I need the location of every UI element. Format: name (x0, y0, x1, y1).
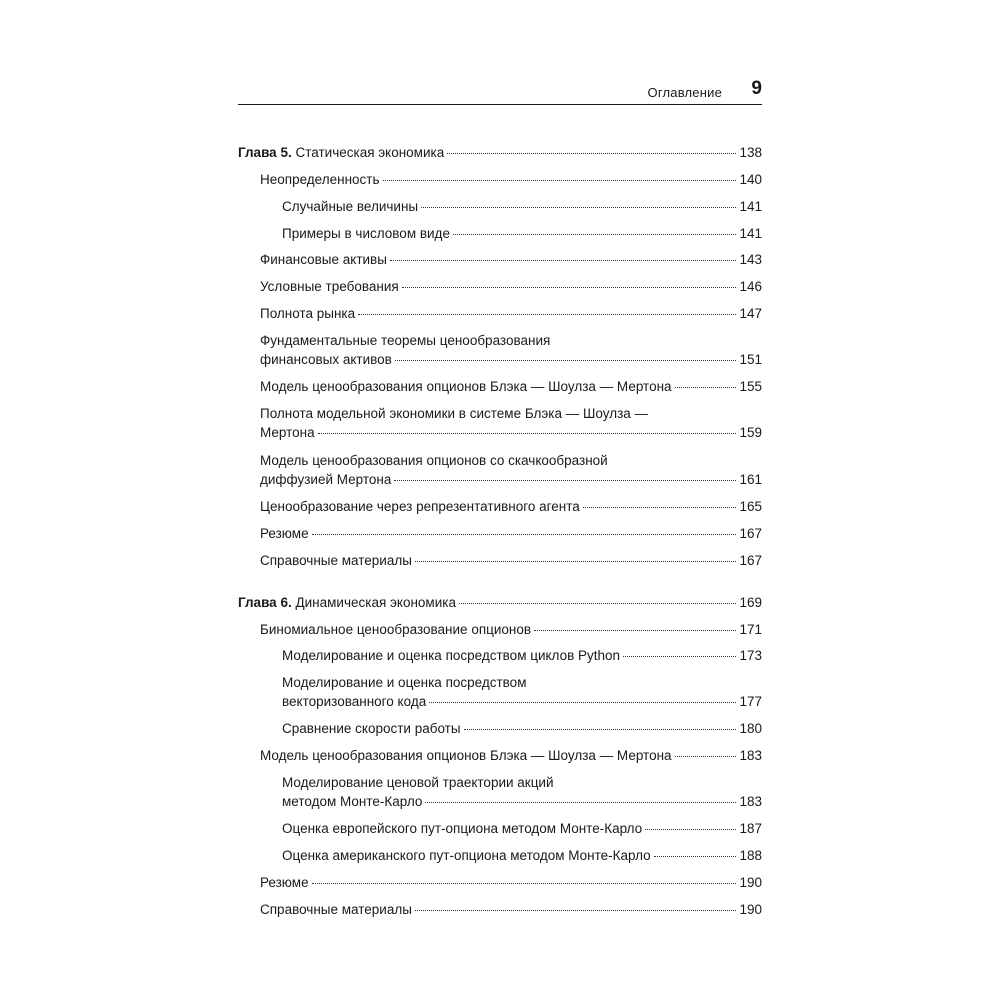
toc-page-number: 141 (739, 199, 762, 214)
toc-item-title: Неопределенность (260, 172, 380, 187)
dot-leader (415, 561, 737, 562)
dot-leader (402, 287, 737, 288)
page-number: 9 (751, 78, 762, 99)
dot-leader (623, 656, 736, 657)
toc-page-number: 143 (739, 252, 762, 267)
running-header-title: Оглавление (647, 85, 722, 100)
dot-leader (447, 153, 736, 154)
dot-leader (654, 856, 737, 857)
toc-item[interactable] (238, 551, 762, 570)
dot-leader (395, 360, 737, 361)
toc-item[interactable] (238, 773, 762, 811)
dot-leader (390, 260, 737, 261)
running-header (238, 76, 762, 104)
toc-item[interactable] (238, 404, 762, 442)
toc-item[interactable] (238, 646, 762, 665)
toc-page-number: 187 (739, 821, 762, 836)
toc-page-number: 190 (739, 902, 762, 917)
chapter-label: Глава 5. (238, 145, 292, 160)
dot-leader (459, 603, 737, 604)
toc-item[interactable] (238, 620, 762, 639)
toc-item[interactable] (238, 377, 762, 396)
toc-page-number: 140 (739, 172, 762, 187)
toc-item-title: Ценообразование через репрезентативного агента (260, 499, 580, 514)
toc-item-title: Резюме (260, 526, 309, 541)
toc-item-title: Условные требования (260, 279, 399, 294)
toc-chapter-6[interactable] (238, 593, 762, 612)
chapter-label: Глава 6. (238, 595, 292, 610)
toc-item[interactable] (238, 277, 762, 296)
toc-item-title: финансовых активов (260, 352, 392, 367)
toc-page-number: 159 (739, 425, 762, 440)
toc-page-number: 138 (739, 145, 762, 160)
toc-item[interactable] (238, 719, 762, 738)
toc-page-number: 146 (739, 279, 762, 294)
dot-leader (425, 802, 736, 803)
toc-item-title: Мертона (260, 425, 315, 440)
chapter-title: Динамическая экономика (295, 595, 456, 610)
toc-item-title-line1: Фундаментальные теоремы ценообразования (260, 333, 551, 348)
dot-leader (318, 433, 737, 434)
dot-leader (645, 829, 736, 830)
toc-item[interactable] (238, 304, 762, 323)
toc-page-number: 180 (739, 721, 762, 736)
toc-page-number: 188 (739, 848, 762, 863)
dot-leader (583, 507, 737, 508)
toc-item-title: Случайные величины (282, 199, 419, 214)
toc-item[interactable] (238, 746, 762, 765)
dot-leader (421, 207, 736, 208)
toc-item-title-line1: Моделирование и оценка посредством (282, 675, 527, 690)
toc-item[interactable] (238, 197, 762, 216)
toc-page-number: 151 (739, 352, 762, 367)
toc-item-title: Оценка европейского пут-опциона методом Монте-Карло (282, 821, 643, 836)
dot-leader (358, 314, 736, 315)
toc-page-number: 169 (739, 595, 762, 610)
toc-item[interactable] (238, 224, 762, 243)
dot-leader (312, 883, 737, 884)
toc-page-number: 171 (739, 622, 762, 637)
toc-item-title-line1: Модель ценообразования опционов со скачкообразной (260, 453, 608, 468)
toc-item-title: Финансовые активы (260, 252, 387, 267)
toc-page-number: 141 (739, 226, 762, 241)
toc-item-title: Оценка американского пут-опциона методом Монте-Карло (282, 848, 651, 863)
dot-leader (675, 756, 737, 757)
toc-page-number: 190 (739, 875, 762, 890)
toc-item[interactable] (238, 451, 762, 489)
toc-item-title: Полнота рынка (260, 306, 356, 321)
toc-item[interactable] (238, 846, 762, 865)
toc-item-title: Сравнение скорости работы (282, 721, 461, 736)
toc-item-title: Резюме (260, 875, 309, 890)
toc-item[interactable] (238, 331, 762, 369)
toc-item-title: диффузией Мертона (260, 472, 392, 487)
toc-item-title: Моделирование и оценка посредством циклов Python (282, 648, 621, 663)
toc-page-number: 173 (739, 648, 762, 663)
toc-item[interactable] (238, 873, 762, 892)
toc-item[interactable] (238, 819, 762, 838)
dot-leader (394, 480, 736, 481)
header-divider (238, 104, 762, 105)
toc-item-title: Модель ценообразования опционов Блэка — Шоулза — Мертона (260, 379, 672, 394)
dot-leader (453, 234, 737, 235)
toc-item-title: методом Монте-Карло (282, 794, 423, 809)
toc-item[interactable] (238, 250, 762, 269)
toc-item[interactable] (238, 900, 762, 919)
toc-page-number: 167 (739, 553, 762, 568)
dot-leader (383, 180, 737, 181)
toc-item-title: Справочные материалы (260, 553, 412, 568)
toc-item[interactable] (238, 497, 762, 516)
toc-item-title-line1: Моделирование ценовой траектории акций (282, 775, 554, 790)
toc-page-number: 165 (739, 499, 762, 514)
dot-leader (429, 702, 736, 703)
toc-item[interactable] (238, 673, 762, 711)
dot-leader (464, 729, 737, 730)
toc-item-title: Модель ценообразования опционов Блэка — Шоулза — Мертона (260, 748, 672, 763)
dot-leader (534, 630, 736, 631)
toc-item-title: Справочные материалы (260, 902, 412, 917)
toc-item-title: векторизованного кода (282, 694, 427, 709)
toc-chapter-5[interactable] (238, 143, 762, 162)
dot-leader (312, 534, 737, 535)
dot-leader (415, 910, 737, 911)
toc-page-number: 147 (739, 306, 762, 321)
chapter-title: Статическая экономика (295, 145, 445, 160)
toc-page-number: 183 (739, 748, 762, 763)
toc-page-number: 155 (739, 379, 762, 394)
toc-page-number: 183 (739, 794, 762, 809)
toc-page-number: 167 (739, 526, 762, 541)
toc-item-title-line1: Полнота модельной экономики в системе Блэка — Шоулза — (260, 406, 649, 421)
dot-leader (675, 387, 737, 388)
toc-item-title: Примеры в числовом виде (282, 226, 450, 241)
toc-item[interactable] (238, 170, 762, 189)
toc-item[interactable] (238, 524, 762, 543)
toc-item-title: Биномиальное ценообразование опционов (260, 622, 532, 637)
toc-page-number: 177 (739, 694, 762, 709)
toc-page-number: 161 (739, 472, 762, 487)
